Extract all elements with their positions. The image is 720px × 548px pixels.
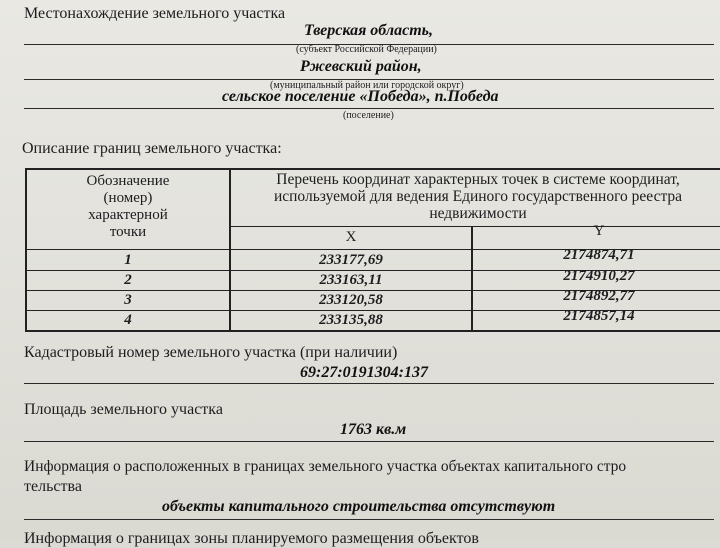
cadastral-label: Кадастровый номер земельного участка (при наличии) [24,344,398,361]
district-value: Ржевский район, [300,58,422,75]
header-x: X [345,229,357,245]
capital-objects-underline [24,519,714,520]
header-coordinates-list [231,171,720,222]
row-y-value: 2174874,71 [563,247,635,263]
coordinates-table [25,168,720,332]
capital-objects-label: Информация о расположенных в границах земельного участка объектах капитального стро [24,458,627,475]
row-point-number: 4 [124,312,132,328]
cadastral-value: 69:27:0191304:137 [300,364,428,381]
row-x-value: 233135,88 [319,312,383,328]
header-point-line: Обозначение [86,173,170,189]
table-border-top [25,168,720,170]
cadastral-underline [24,383,714,384]
capital-objects-label-cont: тельства [24,478,82,495]
area-underline [24,441,714,442]
planning-zone-label: Информация о границах зоны планируемого размещения объектов [24,530,479,547]
row-x-value: 233163,11 [319,272,383,288]
capital-objects-value: объекты капитального строительства отсутствуют [162,498,556,515]
header-coordinates-line: используемой для ведения Единого государственного реестра [273,188,683,205]
row-x-value: 233177,69 [319,252,383,268]
row-point-number: 2 [124,272,132,288]
row-y-value: 2174857,14 [563,308,635,324]
table-border-bottom [25,330,720,332]
area-label: Площадь земельного участка [24,401,223,418]
row-x-value: 233120,58 [319,292,383,308]
settlement-caption: (поселение) [343,110,394,121]
location-label: Местонахождение земельного участка [24,5,286,22]
header-y: Y [593,223,605,239]
row-y-value: 2174892,77 [563,288,635,304]
row-point-number: 1 [124,252,132,268]
area-value: 1763 кв.м [340,421,407,438]
row-point-number: 3 [124,292,132,308]
district-caption: (муниципальный район или городской округ) [270,80,464,91]
region-caption: (субъект Российской Федерации) [296,44,437,55]
settlement-underline [24,108,714,109]
header-point-designation [27,173,229,241]
header-point-line: (номер) [103,190,153,206]
row-y-value: 2174910,27 [563,268,635,284]
region-value: Тверская область, [304,22,433,39]
header-coordinates-line: Перечень координат характерных точек в системе координат, [276,171,680,188]
settlement-value: сельское поселение «Победа», п.Победа [222,88,499,105]
header-point-line: точки [109,224,147,240]
boundaries-label: Описание границ земельного участка: [22,140,282,157]
header-point-line: характерной [88,207,168,223]
header-coordinates-line: недвижимости [429,205,527,222]
